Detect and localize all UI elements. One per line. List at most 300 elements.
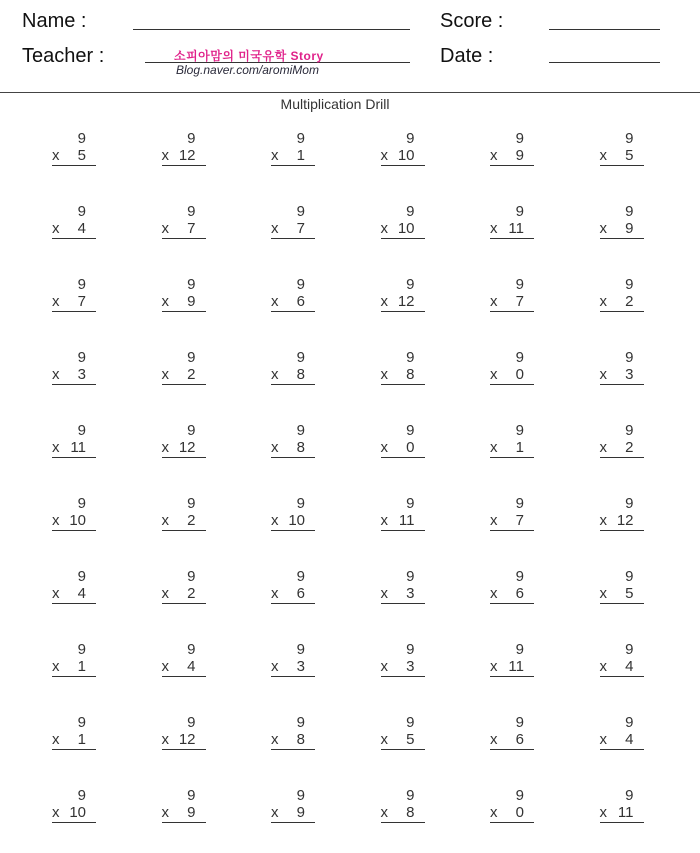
multiplier-row — [381, 220, 425, 237]
operator-sign: x — [599, 804, 607, 821]
multiplier-row — [381, 731, 425, 748]
answer-line[interactable] — [271, 384, 315, 385]
problem-r5-c5 — [490, 422, 534, 458]
top-number: 9 — [515, 276, 524, 293]
operator-sign: x — [490, 658, 498, 675]
answer-line[interactable] — [271, 822, 315, 823]
problem-r7-c6 — [600, 568, 644, 604]
name-label: Name : — [22, 10, 87, 32]
answer-line[interactable] — [490, 238, 534, 239]
answer-line[interactable] — [271, 311, 315, 312]
top-number: 9 — [77, 714, 86, 731]
answer-line[interactable] — [162, 384, 206, 385]
multiplier-row — [52, 512, 96, 529]
multiplier-number: 7 — [77, 293, 86, 310]
multiplier-number: 3 — [77, 366, 86, 383]
multiplier-row — [381, 804, 425, 821]
top-number: 9 — [625, 787, 634, 804]
answer-line[interactable] — [162, 457, 206, 458]
multiplier-row — [271, 366, 315, 383]
operator-sign: x — [271, 658, 279, 675]
answer-line[interactable] — [490, 749, 534, 750]
top-number: 9 — [296, 422, 305, 439]
answer-line[interactable] — [381, 165, 425, 166]
multiplier-number: 2 — [187, 366, 196, 383]
top-number: 9 — [625, 422, 634, 439]
multiplier-row — [52, 147, 96, 164]
top-number: 9 — [187, 422, 196, 439]
multiplier-number: 6 — [296, 293, 305, 310]
problem-r8-c1 — [52, 641, 96, 677]
operator-sign: x — [271, 731, 279, 748]
multiplier-number: 8 — [296, 439, 305, 456]
top-number: 9 — [625, 714, 634, 731]
answer-line[interactable] — [490, 384, 534, 385]
answer-line[interactable] — [600, 311, 644, 312]
operator-sign: x — [490, 804, 498, 821]
problem-r2-c5 — [490, 203, 534, 239]
answer-line[interactable] — [162, 676, 206, 677]
problem-r9-c5 — [490, 714, 534, 750]
multiplier-row — [52, 366, 96, 383]
multiplier-number: 5 — [406, 731, 415, 748]
answer-line[interactable] — [600, 384, 644, 385]
answer-line[interactable] — [52, 749, 96, 750]
problem-r10-c6 — [600, 787, 644, 823]
multiplier-row — [52, 804, 96, 821]
multiplier-number: 9 — [625, 220, 634, 237]
multiplier-number: 4 — [187, 658, 196, 675]
answer-line[interactable] — [52, 238, 96, 239]
answer-line[interactable] — [162, 311, 206, 312]
problem-r7-c3 — [271, 568, 315, 604]
top-number: 9 — [406, 422, 415, 439]
problem-r4-c3 — [271, 349, 315, 385]
multiplier-number: 7 — [187, 220, 196, 237]
problem-r10-c5 — [490, 787, 534, 823]
multiplier-row — [271, 512, 315, 529]
top-number: 9 — [406, 568, 415, 585]
operator-sign: x — [271, 512, 279, 529]
multiplier-row — [162, 512, 206, 529]
answer-line[interactable] — [271, 603, 315, 604]
top-number: 9 — [296, 495, 305, 512]
multiplier-number: 0 — [515, 804, 524, 821]
multiplier-number: 9 — [187, 293, 196, 310]
top-number: 9 — [625, 568, 634, 585]
operator-sign: x — [52, 220, 60, 237]
answer-line[interactable] — [381, 749, 425, 750]
multiplier-row — [600, 731, 644, 748]
problem-r1-c1 — [52, 130, 96, 166]
answer-line[interactable] — [162, 165, 206, 166]
problem-r4-c5 — [490, 349, 534, 385]
operator-sign: x — [52, 366, 60, 383]
multiplier-row — [52, 585, 96, 602]
multiplier-row — [162, 585, 206, 602]
top-number: 9 — [296, 714, 305, 731]
answer-line[interactable] — [381, 603, 425, 604]
operator-sign: x — [52, 293, 60, 310]
multiplier-row — [490, 293, 534, 310]
answer-line[interactable] — [381, 822, 425, 823]
problem-r8-c5 — [490, 641, 534, 677]
operator-sign: x — [271, 585, 279, 602]
answer-line[interactable] — [490, 165, 534, 166]
top-number: 9 — [77, 568, 86, 585]
multiplier-row — [600, 147, 644, 164]
multiplier-row — [52, 731, 96, 748]
problem-r5-c1 — [52, 422, 96, 458]
problem-r1-c2 — [162, 130, 206, 166]
name-line[interactable] — [133, 29, 410, 30]
answer-line[interactable] — [271, 165, 315, 166]
multiplier-row — [271, 147, 315, 164]
multiplier-number: 6 — [515, 731, 524, 748]
operator-sign: x — [161, 512, 169, 529]
problem-r9-c4 — [381, 714, 425, 750]
operator-sign: x — [380, 439, 388, 456]
problem-r8-c3 — [271, 641, 315, 677]
operator-sign: x — [599, 658, 607, 675]
problem-r8-c6 — [600, 641, 644, 677]
problem-r10-c1 — [52, 787, 96, 823]
date-line[interactable] — [549, 62, 660, 63]
multiplier-number: 3 — [406, 585, 415, 602]
answer-line[interactable] — [381, 238, 425, 239]
multiplier-row — [52, 293, 96, 310]
answer-line[interactable] — [162, 238, 206, 239]
multiplier-row — [600, 293, 644, 310]
multiplier-number: 7 — [296, 220, 305, 237]
top-number: 9 — [406, 641, 415, 658]
multiplier-number: 10 — [397, 220, 415, 237]
top-number: 9 — [406, 276, 415, 293]
answer-line[interactable] — [600, 238, 644, 239]
multiplier-row — [600, 439, 644, 456]
multiplier-number: 9 — [515, 147, 524, 164]
multiplier-number: 3 — [406, 658, 415, 675]
problem-r5-c6 — [600, 422, 644, 458]
multiplier-row — [381, 439, 425, 456]
multiplier-row — [381, 658, 425, 675]
answer-line[interactable] — [271, 238, 315, 239]
multiplier-number: 3 — [625, 366, 634, 383]
multiplier-number: 8 — [296, 731, 305, 748]
operator-sign: x — [271, 439, 279, 456]
multiplier-row — [52, 439, 96, 456]
answer-line[interactable] — [381, 530, 425, 531]
multiplier-number: 7 — [515, 293, 524, 310]
problem-r3-c2 — [162, 276, 206, 312]
answer-line[interactable] — [52, 384, 96, 385]
answer-line[interactable] — [600, 165, 644, 166]
top-number: 9 — [625, 349, 634, 366]
top-number: 9 — [406, 130, 415, 147]
top-number: 9 — [296, 568, 305, 585]
multiplier-number: 1 — [296, 147, 305, 164]
operator-sign: x — [271, 804, 279, 821]
problem-r5-c2 — [162, 422, 206, 458]
top-number: 9 — [296, 641, 305, 658]
problem-r10-c3 — [271, 787, 315, 823]
operator-sign: x — [161, 293, 169, 310]
answer-line[interactable] — [381, 311, 425, 312]
problem-r3-c4 — [381, 276, 425, 312]
multiplier-number: 0 — [406, 439, 415, 456]
top-number: 9 — [77, 203, 86, 220]
multiplier-row — [381, 147, 425, 164]
multiplier-number: 8 — [406, 366, 415, 383]
answer-line[interactable] — [271, 749, 315, 750]
score-line[interactable] — [549, 29, 660, 30]
top-number: 9 — [406, 787, 415, 804]
top-number: 9 — [625, 130, 634, 147]
problem-r2-c6 — [600, 203, 644, 239]
multiplier-row — [271, 585, 315, 602]
operator-sign: x — [490, 585, 498, 602]
answer-line[interactable] — [600, 603, 644, 604]
answer-line[interactable] — [271, 676, 315, 677]
problem-r4-c4 — [381, 349, 425, 385]
problem-r3-c6 — [600, 276, 644, 312]
problem-r9-c6 — [600, 714, 644, 750]
multiplier-number: 5 — [77, 147, 86, 164]
multiplier-row — [381, 512, 425, 529]
multiplier-row — [490, 366, 534, 383]
top-number: 9 — [406, 714, 415, 731]
multiplier-row — [271, 220, 315, 237]
problem-r6-c2 — [162, 495, 206, 531]
answer-line[interactable] — [600, 457, 644, 458]
answer-line[interactable] — [490, 311, 534, 312]
top-number: 9 — [515, 130, 524, 147]
multiplier-row — [162, 366, 206, 383]
multiplier-number: 11 — [617, 804, 634, 821]
multiplier-number: 2 — [187, 512, 196, 529]
problem-r6-c6 — [600, 495, 644, 531]
operator-sign: x — [599, 512, 607, 529]
problem-r6-c4 — [381, 495, 425, 531]
answer-line[interactable] — [52, 603, 96, 604]
multiplier-number: 9 — [187, 804, 196, 821]
operator-sign: x — [490, 366, 498, 383]
operator-sign: x — [161, 585, 169, 602]
answer-line[interactable] — [490, 822, 534, 823]
top-number: 9 — [515, 349, 524, 366]
top-number: 9 — [77, 422, 86, 439]
multiplier-number: 5 — [625, 585, 634, 602]
top-number: 9 — [515, 787, 524, 804]
problem-r4-c6 — [600, 349, 644, 385]
multiplier-number: 5 — [625, 147, 634, 164]
top-number: 9 — [296, 787, 305, 804]
operator-sign: x — [52, 658, 60, 675]
answer-line[interactable] — [381, 457, 425, 458]
problem-r2-c1 — [52, 203, 96, 239]
multiplier-number: 6 — [296, 585, 305, 602]
problem-r2-c2 — [162, 203, 206, 239]
worksheet-title: Multiplication Drill — [280, 96, 390, 112]
answer-line[interactable] — [490, 676, 534, 677]
answer-line[interactable] — [162, 603, 206, 604]
top-number: 9 — [77, 349, 86, 366]
answer-line[interactable] — [490, 457, 534, 458]
multiplier-number: 4 — [77, 585, 86, 602]
problem-r10-c4 — [381, 787, 425, 823]
multiplier-number: 2 — [187, 585, 196, 602]
top-number: 9 — [77, 787, 86, 804]
operator-sign: x — [161, 804, 169, 821]
operator-sign: x — [380, 731, 388, 748]
multiplier-row — [271, 293, 315, 310]
operator-sign: x — [599, 439, 607, 456]
problem-r3-c3 — [271, 276, 315, 312]
answer-line[interactable] — [52, 311, 96, 312]
multiplier-row — [271, 731, 315, 748]
problem-r2-c4 — [381, 203, 425, 239]
answer-line[interactable] — [381, 384, 425, 385]
answer-line[interactable] — [600, 822, 644, 823]
problem-r7-c4 — [381, 568, 425, 604]
multiplier-row — [162, 439, 206, 456]
problem-r7-c5 — [490, 568, 534, 604]
answer-line[interactable] — [52, 530, 96, 531]
multiplier-number: 8 — [296, 366, 305, 383]
operator-sign: x — [380, 293, 388, 310]
problem-r9-c2 — [162, 714, 206, 750]
top-number: 9 — [187, 568, 196, 585]
answer-line[interactable] — [490, 603, 534, 604]
multiplier-row — [52, 658, 96, 675]
top-number: 9 — [625, 641, 634, 658]
multiplier-row — [600, 804, 644, 821]
top-number: 9 — [187, 495, 196, 512]
answer-line[interactable] — [600, 749, 644, 750]
answer-line[interactable] — [52, 457, 96, 458]
operator-sign: x — [490, 512, 498, 529]
multiplier-row — [271, 439, 315, 456]
multiplier-number: 8 — [406, 804, 415, 821]
multiplier-row — [600, 366, 644, 383]
top-number: 9 — [406, 203, 415, 220]
operator-sign: x — [52, 512, 60, 529]
operator-sign: x — [161, 147, 169, 164]
multiplier-row — [490, 585, 534, 602]
multiplier-row — [271, 658, 315, 675]
blog-stamp-title: 소피아맘의 미국유학 Story — [174, 49, 324, 63]
answer-line[interactable] — [381, 676, 425, 677]
top-number: 9 — [625, 495, 634, 512]
multiplier-number: 3 — [296, 658, 305, 675]
operator-sign: x — [490, 731, 498, 748]
top-number: 9 — [187, 203, 196, 220]
multiplier-number: 2 — [625, 293, 634, 310]
multiplier-row — [490, 439, 534, 456]
top-number: 9 — [515, 495, 524, 512]
problem-r4-c1 — [52, 349, 96, 385]
problem-r7-c2 — [162, 568, 206, 604]
multiplier-number: 11 — [70, 439, 86, 456]
answer-line[interactable] — [52, 165, 96, 166]
operator-sign: x — [490, 147, 498, 164]
teacher-label: Teacher : — [22, 45, 105, 67]
multiplier-row — [162, 220, 206, 237]
problem-r1-c3 — [271, 130, 315, 166]
answer-line[interactable] — [52, 676, 96, 677]
top-number: 9 — [296, 276, 305, 293]
multiplier-row — [490, 658, 534, 675]
multiplier-row — [162, 804, 206, 821]
multiplier-row — [600, 512, 644, 529]
answer-line[interactable] — [490, 530, 534, 531]
top-number: 9 — [296, 130, 305, 147]
top-number: 9 — [187, 714, 196, 731]
operator-sign: x — [599, 731, 607, 748]
multiplier-number: 7 — [515, 512, 524, 529]
multiplier-number: 12 — [178, 147, 196, 164]
problem-r6-c3 — [271, 495, 315, 531]
multiplier-row — [490, 220, 534, 237]
multiplier-number: 4 — [625, 658, 634, 675]
answer-line[interactable] — [52, 822, 96, 823]
multiplier-row — [381, 585, 425, 602]
answer-line[interactable] — [271, 530, 315, 531]
multiplier-row — [271, 804, 315, 821]
problem-r1-c6 — [600, 130, 644, 166]
blog-stamp-url: Blog.naver.com/aromiMom — [176, 63, 319, 77]
answer-line[interactable] — [600, 530, 644, 531]
answer-line[interactable] — [162, 530, 206, 531]
top-number: 9 — [77, 276, 86, 293]
multiplier-number: 12 — [178, 439, 196, 456]
multiplier-row — [490, 512, 534, 529]
operator-sign: x — [490, 439, 498, 456]
operator-sign: x — [161, 439, 169, 456]
operator-sign: x — [380, 147, 388, 164]
multiplier-number: 1 — [515, 439, 524, 456]
multiplier-number: 4 — [625, 731, 634, 748]
answer-line[interactable] — [162, 749, 206, 750]
problem-r10-c2 — [162, 787, 206, 823]
operator-sign: x — [271, 366, 279, 383]
problem-r3-c1 — [52, 276, 96, 312]
multiplier-row — [600, 220, 644, 237]
operator-sign: x — [52, 731, 60, 748]
top-number: 9 — [187, 276, 196, 293]
multiplier-number: 11 — [398, 512, 415, 529]
top-number: 9 — [77, 495, 86, 512]
operator-sign: x — [161, 658, 169, 675]
multiplier-row — [52, 220, 96, 237]
operator-sign: x — [490, 220, 498, 237]
top-number: 9 — [296, 349, 305, 366]
answer-line[interactable] — [271, 457, 315, 458]
multiplier-number: 9 — [296, 804, 305, 821]
operator-sign: x — [599, 147, 607, 164]
problem-r9-c1 — [52, 714, 96, 750]
operator-sign: x — [52, 585, 60, 602]
top-number: 9 — [406, 495, 415, 512]
answer-line[interactable] — [600, 676, 644, 677]
operator-sign: x — [490, 293, 498, 310]
top-number: 9 — [406, 349, 415, 366]
operator-sign: x — [52, 147, 60, 164]
answer-line[interactable] — [162, 822, 206, 823]
problem-r9-c3 — [271, 714, 315, 750]
multiplier-number: 0 — [515, 366, 524, 383]
top-number: 9 — [187, 787, 196, 804]
